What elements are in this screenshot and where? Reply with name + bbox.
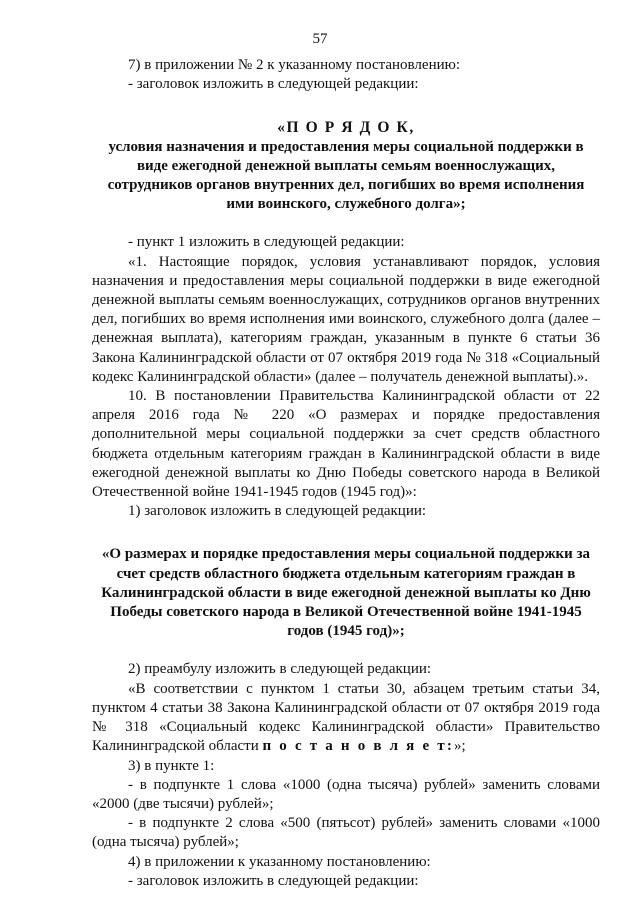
paragraph-appendix-instruction: 4) в приложении к указанному постановлению: <box>128 853 431 870</box>
paragraph-subpoint1: - в подпункте 1 слова «1000 (одна тысяча) рублей» заменить словами «2000 (две тысячи) рублей»; <box>92 776 600 812</box>
paragraph-point1-instruction: - пункт 1 изложить в следующей редакции: <box>128 234 405 251</box>
paragraph-title-instruction-3: - заголовок изложить в следующей редакции: <box>128 872 419 889</box>
heading-procedure <box>92 118 600 214</box>
paragraph-preamble-instruction: 2) преамбулу изложить в следующей редакции: <box>128 661 432 678</box>
paragraph-item-7: 7) в приложении № 2 к указанному постановлению: <box>128 57 460 73</box>
paragraph-point1-text: «1. Настоящие порядок, условия устанавливают порядок, условия назначения и предоставления меры социальной поддержки в виде ежегодной денежной выплаты семьям военнослужащих, сотрудников органов внутренних дел, погибших во время исполнения ими воинского, служебного долга (далее – денежная выплата), категориям граждан, указанным в пункте 6 статьи 36 Закона Калининградской области от 07 октября 2019 года № 318 «Социальный кодекс Калининградской области» (далее – получатель денежной выплаты).». <box>92 253 600 385</box>
preamble-resolves: п о с т а н о в л я е т: <box>262 738 455 755</box>
heading-sizes-procedure: «О размерах и порядке предоставления меры социальной поддержки за счет средств областного бюджета отдельным категориям граждан в Калининградской области в виде ежегодной денежной выплаты ко Дню Победы советского народа в Великой Отечественной войне 1941-1945 годов (1945 год)»; <box>101 546 591 640</box>
paragraph-title-instruction-2: 1) заголовок изложить в следующей редакции: <box>128 503 427 520</box>
paragraph-item-10: 10. В постановлении Правительства Калининградской области от 22 апреля 2016 года № 220 «О размерах и порядке предоставления дополнительной меры социальной поддержки за счет средств областного бюджета отдельным категориям граждан в Калининградской области в виде ежегодной денежной выплаты ко Дню Победы советского народа в Великой Отечественной войне 1941-1945 годов (1945 год)»: <box>92 388 600 501</box>
paragraph-point1-amendment: 3) в пункте 1: <box>128 757 215 774</box>
page-number: 57 <box>312 31 328 47</box>
heading-procedure-body: условия назначения и предоставления меры социальной поддержки в виде ежегодной денежной выплаты семьям военнослужащих, сотрудников органов внутренних дел, погибших во время исполнения ими воинского, служебного долга»; <box>107 138 585 213</box>
heading-procedure-title: «П О Р Я Д О К, <box>277 119 415 137</box>
document-body <box>92 56 600 891</box>
preamble-tail: »; <box>454 738 466 755</box>
paragraph-title-instruction: - заголовок изложить в следующей редакции: <box>128 76 419 93</box>
paragraph-subpoint2: - в подпункте 2 слова «500 (пятьсот) рублей» заменить словами «1000 (одна тысяча) рублей»; <box>92 815 600 851</box>
paragraph-preamble-text <box>92 680 600 757</box>
preamble-text: «В соответствии с пунктом 1 статьи 30, абзацем третьим статьи 34, пунктом 4 статьи 38 Закона Калининградской области от 07 октября 2019 года № 318 «Социальный кодекс Калининградской области» Правительство Калининградской области <box>92 680 600 755</box>
